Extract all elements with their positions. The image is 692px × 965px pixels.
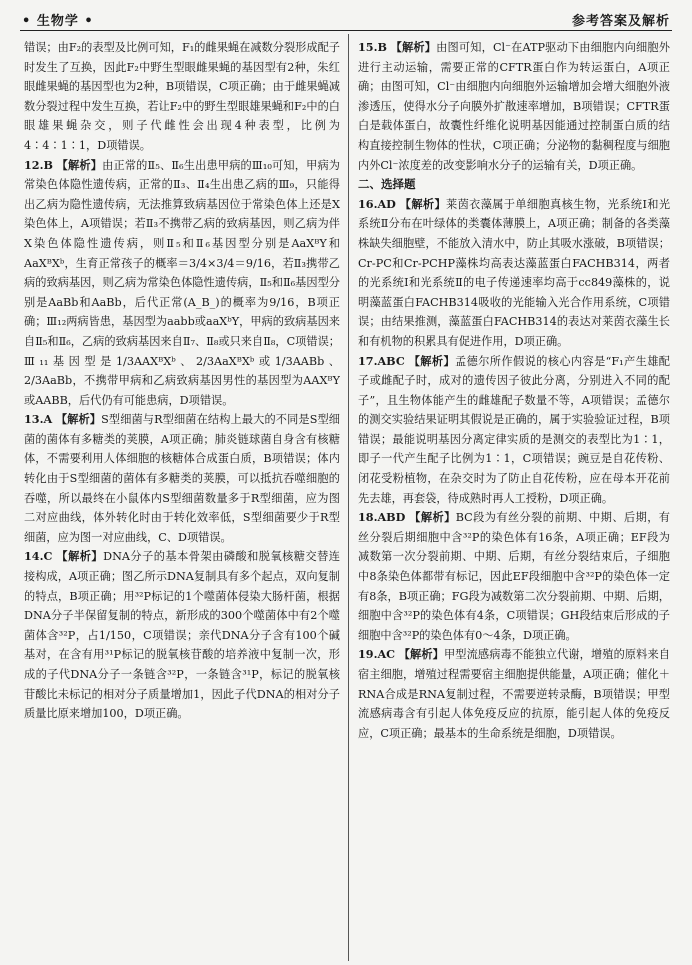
subject-label: • 生物学 • <box>22 14 94 29</box>
answer-item-12 <box>24 156 340 411</box>
answer-item-16 <box>358 195 670 352</box>
item-answer: AC <box>377 647 396 662</box>
right-column <box>358 38 670 959</box>
item-number: 12. <box>24 157 44 172</box>
item-number: 15. <box>358 40 378 54</box>
section-heading: 二、选择题 <box>358 177 416 192</box>
analysis-tag: 【解析】 <box>409 510 456 525</box>
section-title-header: 参考答案及解析 <box>571 14 670 29</box>
page-header <box>20 6 672 31</box>
analysis-tag: 【解析】 <box>56 157 103 172</box>
item-number: 18. <box>358 510 378 525</box>
analysis-tag: 【解析】 <box>398 647 444 662</box>
item-text: 由正常的Ⅱ₅、Ⅱ₆生出患甲病的Ⅲ₁₀可知，甲病为常染色体隐性遗传病，正常的Ⅱ₃、Ⅱ₄生出患乙病的Ⅲ₉，只能得出乙病为隐性遗传病，无法推算致病基因位于常染色体上还是X染色体上，A项错误；若Ⅱ₃不携带乙病的致病基因，则乙病为伴X染色体隐性遗传病，则Ⅱ₅和Ⅱ₆基因型分别是AaXᴮY和AaXᴮXᵇ，生育正常孩子的概率＝3/4×3/4＝9/16，若Ⅱ₃携带乙病的致病基因，则乙病为常染色体隐性遗传病，Ⅱ₅和Ⅱ₆基因型分别是AaBb和AaBb，后代正常(A_B_)的概率为9/16，B项正确；Ⅲ₁₂两病皆患，基因型为aabb或aaXᵇY，甲病的致病基因来自Ⅱ₅和Ⅱ₆，乙病的致病基因来自Ⅱ₇、Ⅱ₈或只来自Ⅱ₈，C项错误；Ⅲ₁₁基因型是1/3AAXᴮXᵇ、2/3AaXᴮXᵇ或1/3AABb、2/3AaBb，不携带甲病和乙病致病基因男性的基因型为AAXᴮY或AABB，后代仍有可能患病，D项错误。 <box>24 158 340 407</box>
item-number: 17. <box>358 353 378 368</box>
item-text: 甲型流感病毒不能独立代谢，增殖的原料来自宿主细胞，增殖过程需要宿主细胞提供能量，A项正确；催化＋RNA合成是RNA复制过程，不需要逆转录酶，B项错误；甲型流感病毒含有引起人体免疫反应的抗原，能引起人体的免疫反应，C项正确；最基本的生命系统是细胞，D项错误。 <box>358 648 670 740</box>
item-text: 孟德尔所作假说的核心内容是“F₁产生雄配子或雌配子时，成对的遗传因子彼此分离，分别进入不同的配子”，且生物体能产生的雌雄配子数量不等，A项错误；孟德尔的测交实验结果证明其假说是正确的，属于实验验证过程，B项错误；最能说明基因分离定律实质的是测交的表型比为1∶1，即子一代产生配子比例为1∶1，C项错误；豌豆是自花传粉、闭花受粉植物，在杂交时为了防止自花传粉，应在母本开花前先去雄，再套袋，待成熟时再人工授粉，D项正确。 <box>358 354 670 505</box>
item-text: BC段为有丝分裂的前期、中期、后期，有丝分裂后期细胞中含³²P的染色体有16条，A项正确；EF段为减数第一次分裂前期、中期、后期，有丝分裂结束后，子细胞中8条染色体都带有标记，因此EF段细胞中含³²P的染色体一定有8条，B项正确；FG段为减数第二次分裂前期、中期、后期，细胞中含³²P的染色体有4条，C项错误；GH段结束后形成的子细胞中含³²P的染色体有0～4条，D项正确。 <box>358 511 670 642</box>
item-answer: C <box>43 549 53 564</box>
item-text: 莱茵衣藻属于单细胞真核生物，光系统Ⅰ和光系统Ⅱ分布在叶绿体的类囊体薄膜上，A项正确；制备的各类藻株缺失细胞壁，不能放入清水中，防止其吸水涨破，B项错误；Cr-PC和Cr-PCHP藻株均高表达藻蓝蛋白FACHB314，两者的光系统Ⅰ和光系统Ⅱ的电子传递速率均高于cc849藻株的，说明藻蓝蛋白FACHB314吸收的光能输入光合作用系统，C项错误；由结果推测，藻蓝蛋白FACHB314的表达对莱茵衣藻生长和有机物的积累具有促进作用，D项正确。 <box>358 197 670 348</box>
item-answer: ABC <box>377 353 405 368</box>
left-column <box>24 38 340 959</box>
item-number: 16. <box>358 196 378 211</box>
item-text: S型细菌与R型细菌在结构上最大的不同是S型细菌的菌体有多糖类的荚膜，A项正确；肺炎链球菌自身含有核糖体，不需要利用人体细胞的核糖体合成蛋白质，B项错误；体内转化由于S型细菌的菌体有多糖类的荚膜，可以抵抗吞噬细胞的吞噬，所以最终在小鼠体内S型细菌数量多于R型细菌，应为图二对应曲线，体外转化时由于转化效率低，S型细菌要少于R型细菌，应为图一对应曲线，C、D项错误。 <box>24 413 340 544</box>
column-divider <box>348 34 349 961</box>
answer-item-15 <box>358 38 670 175</box>
answer-item-17 <box>358 352 670 509</box>
item-answer: A <box>43 412 53 427</box>
analysis-tag: 【解析】 <box>55 412 102 427</box>
analysis-tag: 【解析】 <box>408 353 456 368</box>
analysis-tag: 【解析】 <box>399 196 447 211</box>
analysis-tag: 【解析】 <box>56 549 104 564</box>
continued-text: 错误；由F₂的表型及比例可知，F₁的雌果蝇在减数分裂形成配子时发生了互换，因此F₂中野生型眼雌果蝇的基因型有2种，朱红眼雌果蝇的基因型也为2种，B项错误，C项正确；由于雌果蝇减数分裂过程中发生互换，若让F₂中的野生型眼雄果蝇和F₂中的白眼雄果蝇杂交，则子代雌性会出现4种表型，比例为4∶4∶1∶1，D项错误。 <box>24 41 340 152</box>
answer-item-13 <box>24 410 340 547</box>
item-text: DNA分子的基本骨架由磷酸和脱氧核糖交替连接构成，A项正确；图乙所示DNA复制具有多个起点，双向复制的特点，B项正确；用³²P标记的1个噬菌体侵染大肠杆菌，根据DNA分子半保留复制的特点，新形成的300个噬菌体中有2个噬菌体含³²P，占1/150，C项错误；亲代DNA分子含有100个碱基对，在含有用³¹P标记的脱氧核苷酸的培养液中复制一次，形成的子代DNA分子一条链含³²P，一条链含³¹P，标记的脱氧核苷酸比未标记的相对分子质量增加1，因此子代DNA的相对分子质量比原来增加100，D项正确。 <box>24 550 340 721</box>
item-answer: B <box>377 40 387 54</box>
item-text: 由图可知，Cl⁻在ATP驱动下由细胞内向细胞外进行主动运输，需要正常的CFTR蛋白作为转运蛋白，A项正确；由图可知，Cl⁻由细胞内向细胞外运输增加会增大细胞外液渗透压，使得水分子向膜外扩散速率增加，B项错误；CFTR蛋白是载体蛋白，故囊性纤维化说明基因能通过控制蛋白质的结构直接控制生物体的性状，C项正确；分泌物的黏稠程度与细胞内外Cl⁻浓度差的改变影响水分子的运输有关，D项正确。 <box>358 41 670 172</box>
analysis-tag: 【解析】 <box>390 40 437 54</box>
answer-item-19 <box>358 645 670 743</box>
answer-item-18 <box>358 508 670 645</box>
item-answer: B <box>43 157 53 172</box>
item-number: 19. <box>358 647 378 662</box>
item-answer: AD <box>377 196 396 211</box>
item-answer: ABD <box>377 510 406 525</box>
item-number: 14. <box>24 549 44 564</box>
item-number: 13. <box>24 412 44 427</box>
answer-item-14 <box>24 547 340 723</box>
